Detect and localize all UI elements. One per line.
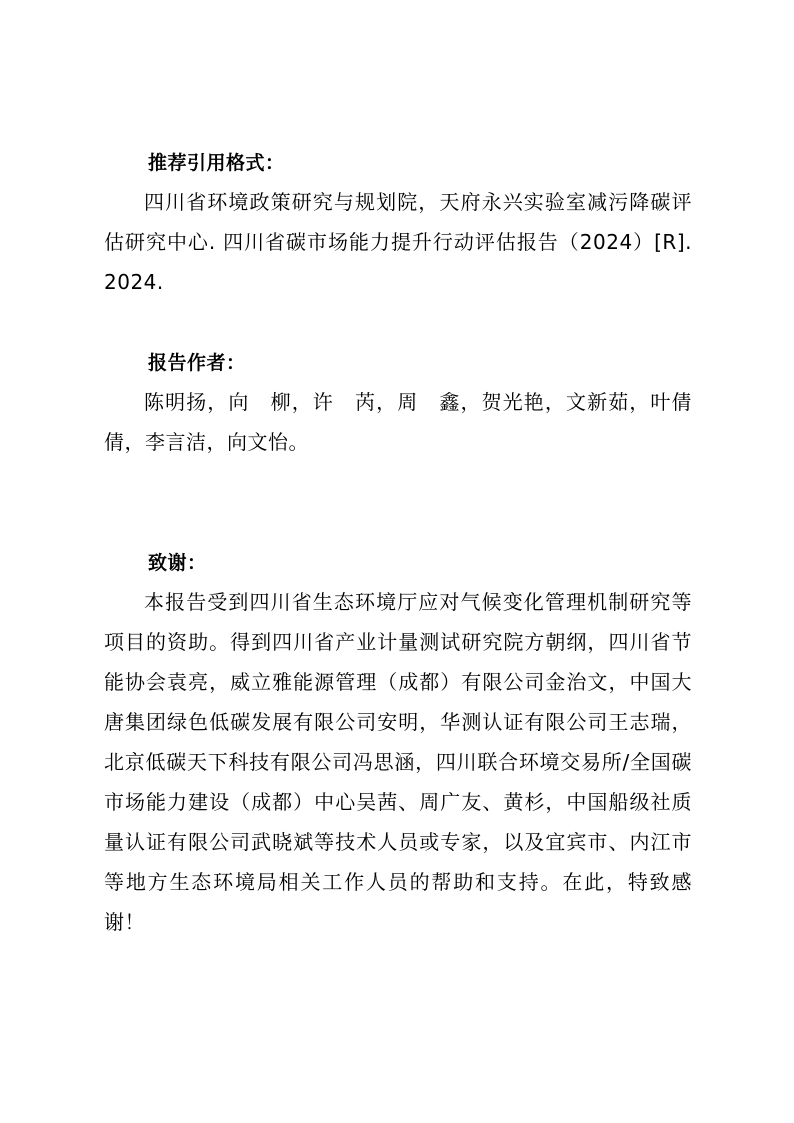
- citation-heading: 推荐引用格式：: [148, 152, 285, 174]
- acknowledgement-heading: 致谢：: [148, 552, 207, 574]
- citation-text: 四川省环境政策研究与规划院，天府永兴实验室减污降碳评估研究中心. 四川省碳市场能力提升行动评估报告（2024）[R]. 2024.: [104, 190, 692, 294]
- authors-section: [104, 348, 692, 462]
- acknowledgement-section: [104, 548, 692, 942]
- authors-heading: 报告作者：: [148, 352, 246, 374]
- authors-text: 陈明扬，向 柳，许 芮，周 鑫，贺光艳，文新茹，叶倩倩，李言洁，向文怡。: [104, 390, 692, 454]
- acknowledgement-text: 本报告受到四川省生态环境厅应对气候变化管理机制研究等项目的资助。得到四川省产业计量测试研究院方朝纲，四川省节能协会袁亮，威立雅能源管理（成都）有限公司金治文，中国大唐集团绿色低碳发展有限公司安明，华测认证有限公司王志瑞，北京低碳天下科技有限公司冯思涵，四川联合环境交易所/全国碳市场能力建设（成都）中心吴茜、周广友、黄杉，中国船级社质量认证有限公司武晓斌等技术人员或专家，以及宜宾市、内江市等地方生态环境局相关工作人员的帮助和支持。在此，特致感谢！: [104, 590, 692, 934]
- citation-section: [104, 148, 692, 302]
